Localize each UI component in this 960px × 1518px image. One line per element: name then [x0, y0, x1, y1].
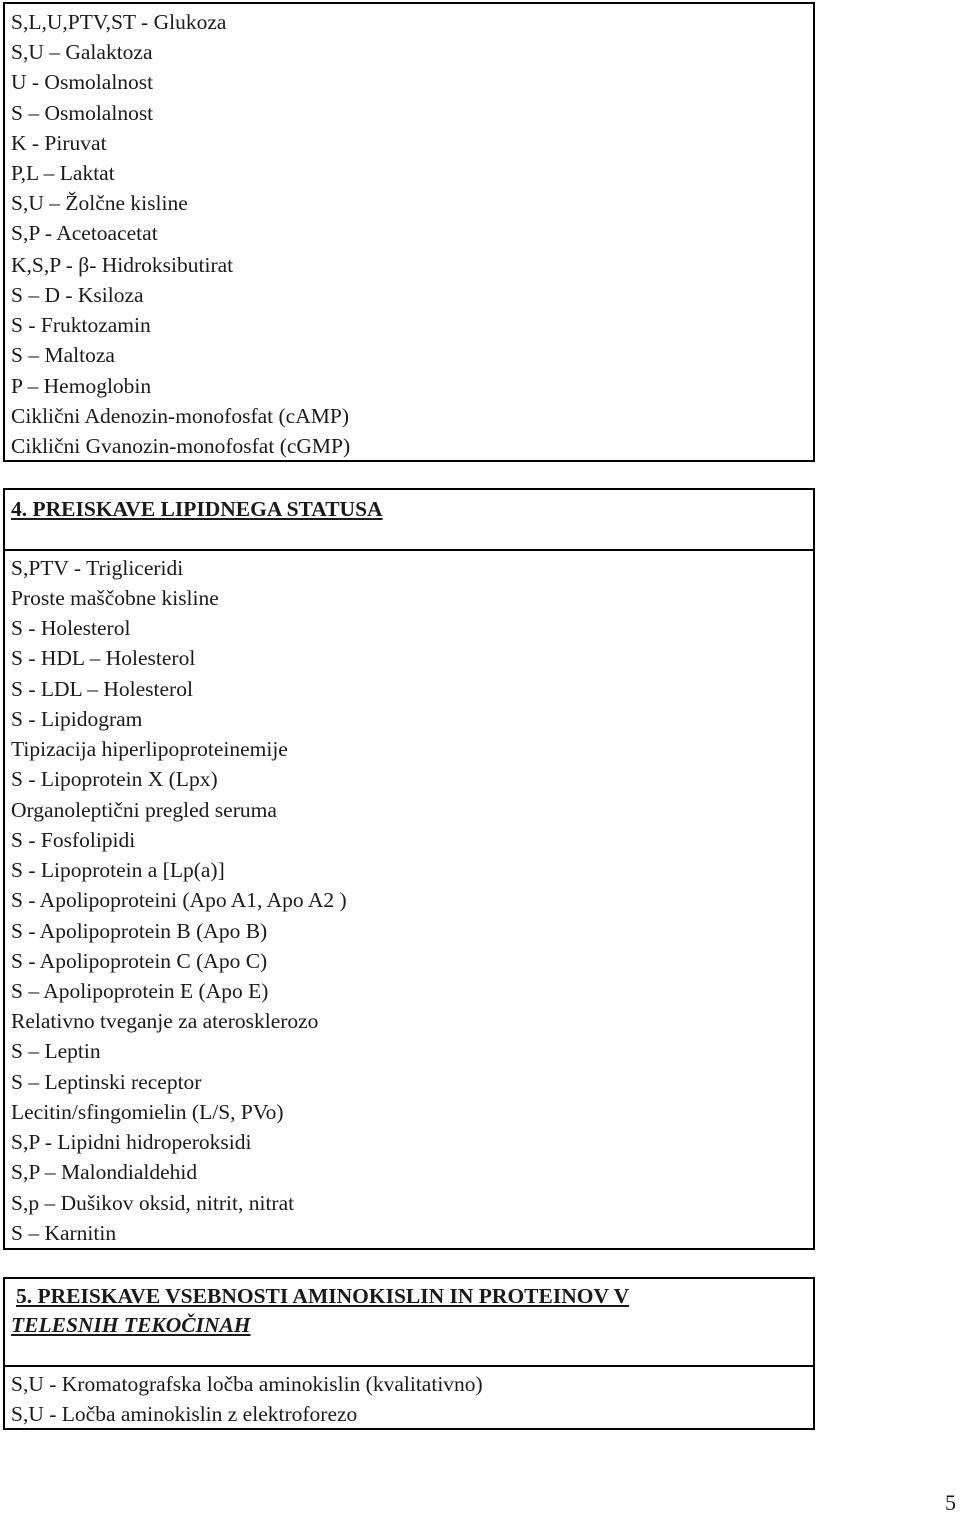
list-item: S,U - Kromatografska ločba aminokislin (kvalitativno)	[11, 1372, 483, 1396]
list-item: S – Maltoza	[11, 343, 115, 367]
list-item: Tipizacija hiperlipoproteinemije	[11, 737, 288, 761]
section-heading-continued: TELESNIH TEKOČINAH	[11, 1313, 251, 1337]
amino-acids-proteins-table	[3, 1277, 815, 1430]
list-item: S - Lipidogram	[11, 707, 143, 731]
list-item: Proste maščobne kisline	[11, 586, 219, 610]
divider	[5, 1365, 813, 1367]
list-item: S - Lipoprotein a [Lp(a)]	[11, 858, 225, 882]
list-item: Ciklični Adenozin-monofosfat (cAMP)	[11, 404, 349, 428]
list-item: S - Apolipoprotein B (Apo B)	[11, 919, 268, 943]
section-heading: 4. PREISKAVE LIPIDNEGA STATUSA	[11, 497, 383, 521]
list-item: U - Osmolalnost	[11, 70, 154, 94]
list-item: S - LDL – Holesterol	[11, 677, 193, 701]
list-item: Ciklični Gvanozin-monofosfat (cGMP)	[11, 434, 351, 458]
page-number: 5	[945, 1490, 956, 1515]
list-item: S – Osmolalnost	[11, 101, 154, 125]
list-item: S,U – Galaktoza	[11, 40, 153, 64]
list-item: S - Lipoprotein X (Lpx)	[11, 767, 218, 791]
list-item: S - Fruktozamin	[11, 313, 151, 337]
list-item: S - Fosfolipidi	[11, 828, 136, 852]
list-item: S – Leptin	[11, 1039, 101, 1063]
list-item: S - Holesterol	[11, 616, 131, 640]
list-item: S - Apolipoprotein C (Apo C)	[11, 949, 268, 973]
list-item: S,p – Dušikov oksid, nitrit, nitrat	[11, 1191, 295, 1215]
divider	[5, 549, 813, 551]
list-item: K,S,P - β- Hidroksibutirat	[11, 253, 234, 277]
list-item: S,P – Malondialdehid	[11, 1160, 198, 1184]
lipid-status-table	[3, 488, 815, 1250]
list-item: S,U - Ločba aminokislin z elektroforezo	[11, 1402, 358, 1426]
list-item: S - HDL – Holesterol	[11, 646, 196, 670]
list-item: S,P - Acetoacetat	[11, 221, 158, 245]
list-item: P – Hemoglobin	[11, 374, 152, 398]
carbohydrate-tests-table	[3, 2, 815, 462]
list-item: S – Apolipoprotein E (Apo E)	[11, 979, 269, 1003]
list-item: S – Karnitin	[11, 1221, 117, 1245]
section-heading: 5. PREISKAVE VSEBNOSTI AMINOKISLIN IN PROTEINOV V	[16, 1284, 630, 1308]
list-item: Lecitin/sfingomielin (L/S, PVo)	[11, 1100, 284, 1124]
list-item: S – D - Ksiloza	[11, 283, 144, 307]
list-item: Organoleptični pregled seruma	[11, 798, 277, 822]
list-item: S,L,U,PTV,ST - Glukoza	[11, 10, 227, 34]
list-item: S,P - Lipidni hidroperoksidi	[11, 1130, 252, 1154]
list-item: S - Apolipoproteini (Apo A1, Apo A2 )	[11, 888, 347, 912]
list-item: S,U – Žolčne kisline	[11, 191, 188, 215]
list-item: Relativno tveganje za aterosklerozo	[11, 1009, 319, 1033]
list-item: P,L – Laktat	[11, 161, 115, 185]
list-item: S – Leptinski receptor	[11, 1070, 202, 1094]
list-item: S,PTV - Trigliceridi	[11, 556, 184, 580]
list-item: K - Piruvat	[11, 131, 107, 155]
